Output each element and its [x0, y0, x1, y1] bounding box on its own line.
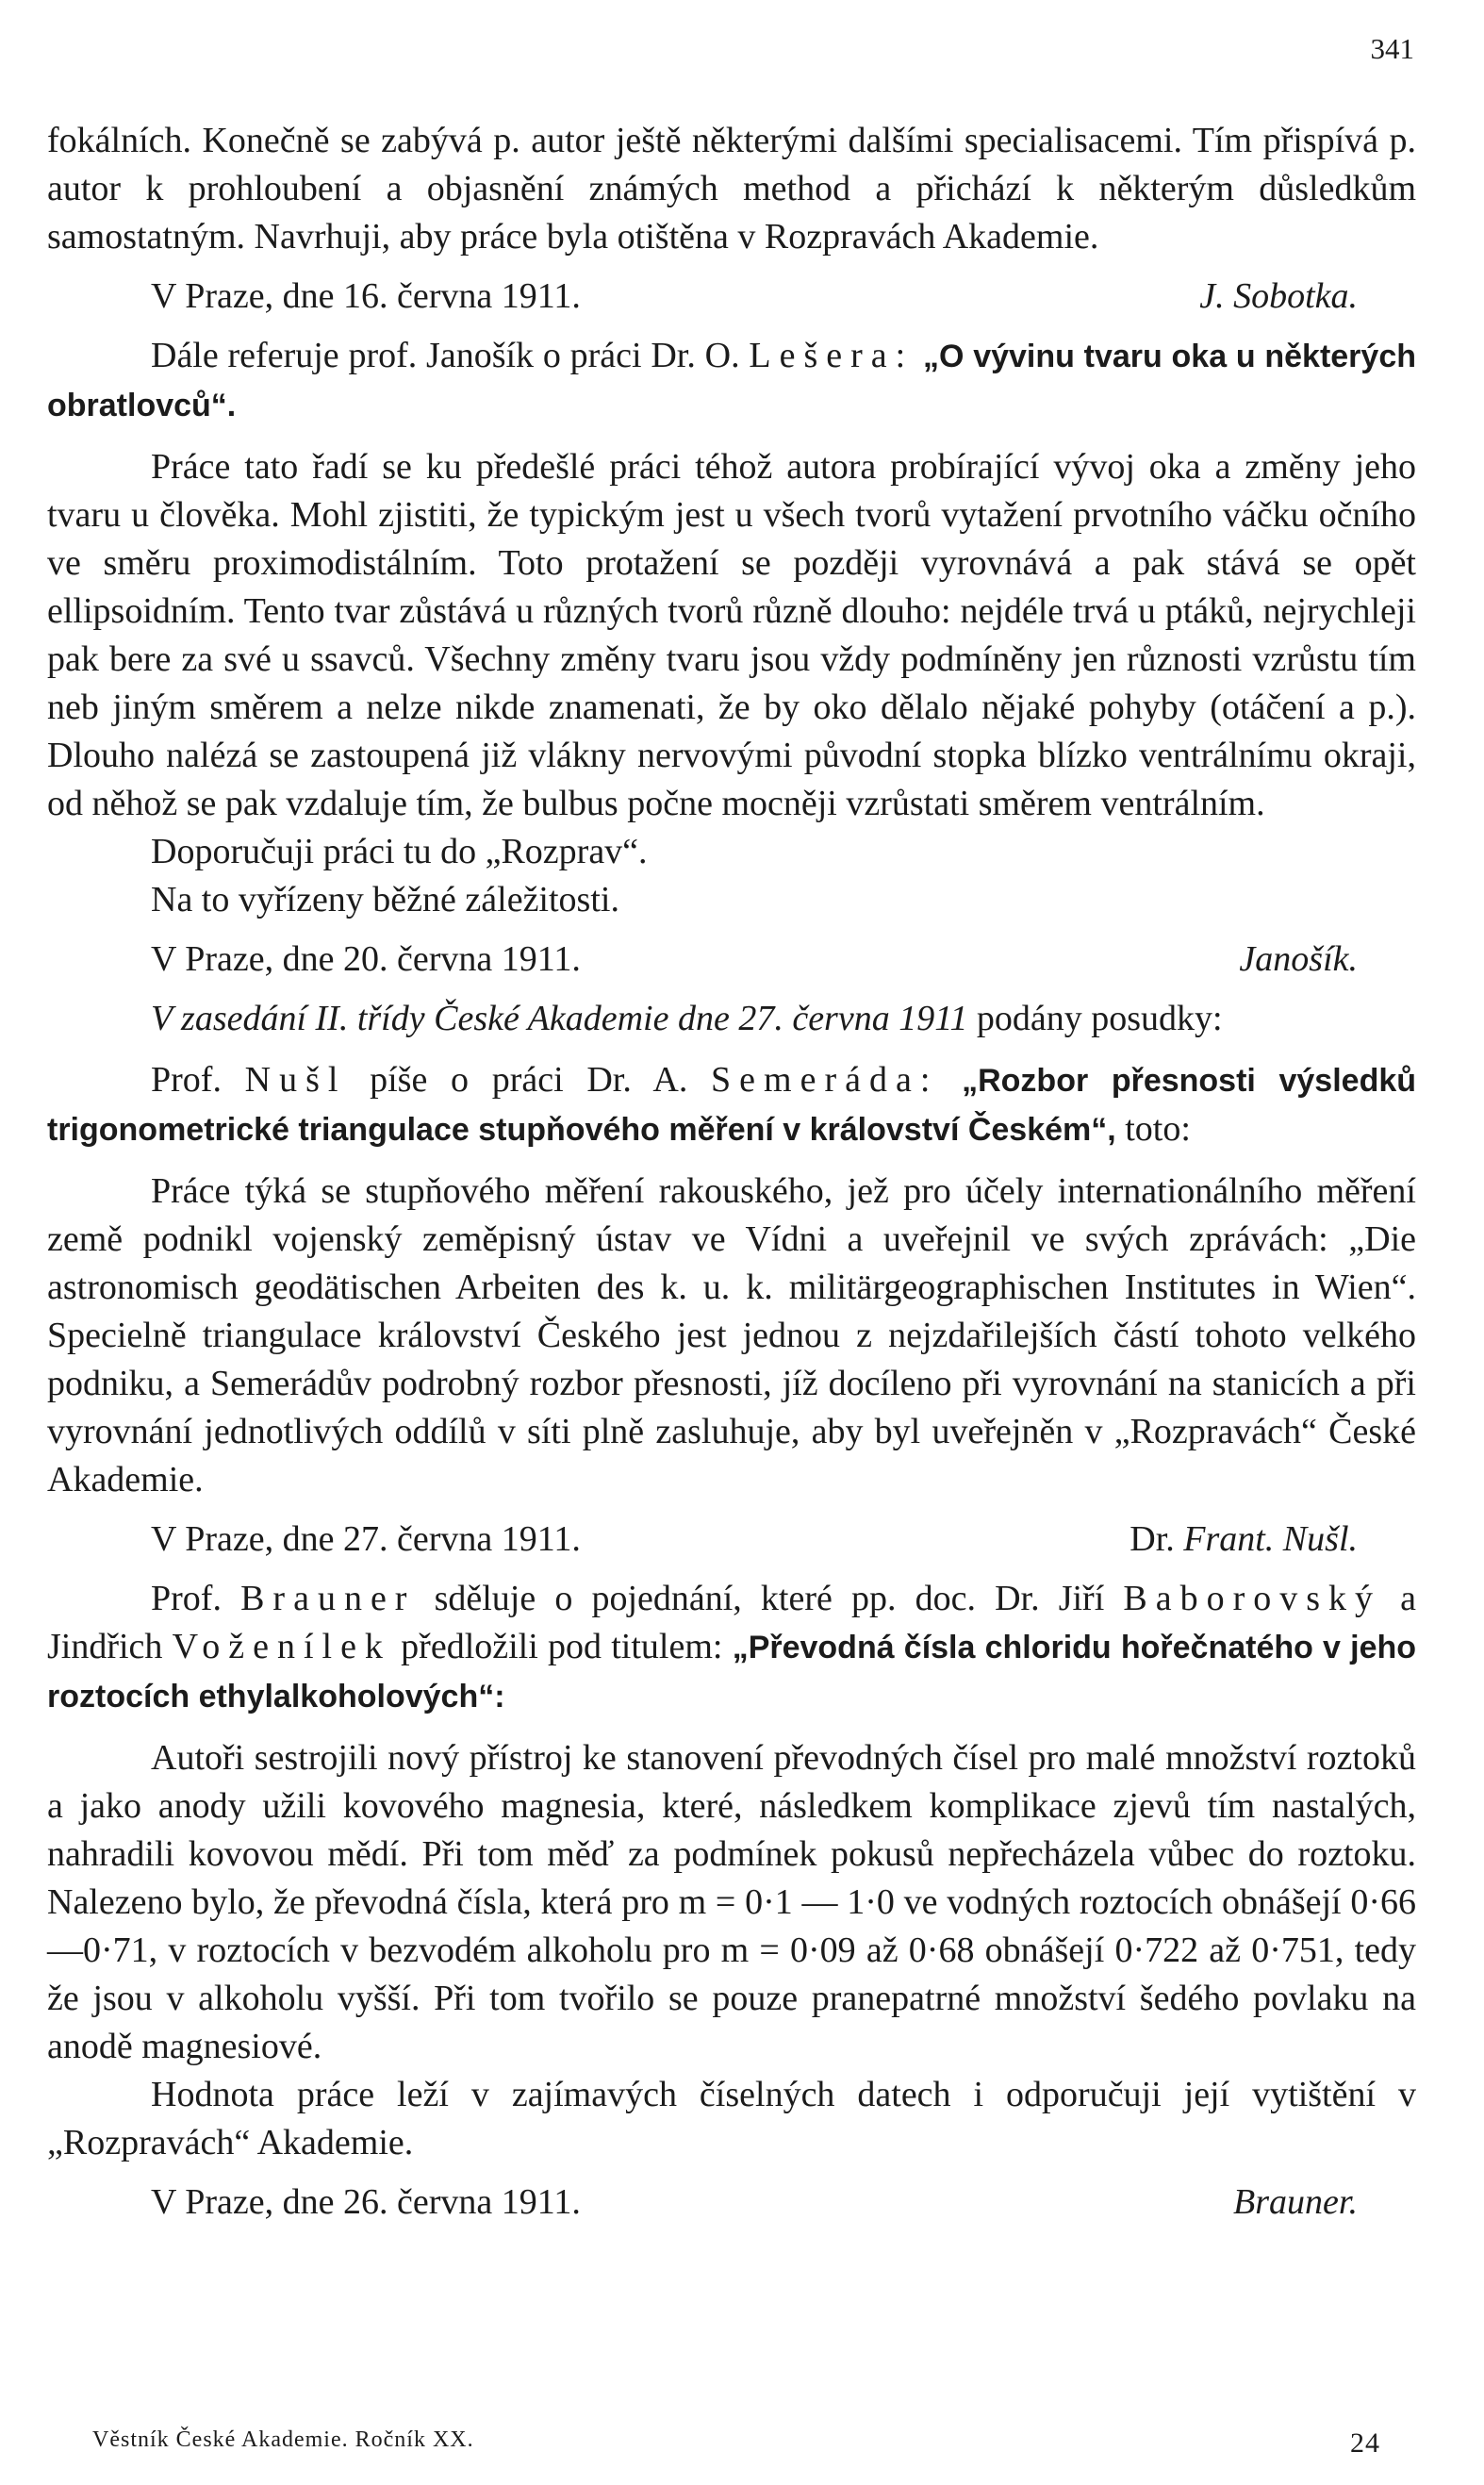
signature-line-nusl [47, 1516, 1416, 1564]
signer-name: Janošík. [1239, 939, 1358, 979]
reviewer-name: Nušl [244, 1060, 347, 1100]
report-heading-janosik: Dále referuje prof. Janošík o práci Dr. O. Lešera: „O vývinu tvaru oka u některých obratlovců“. [47, 336, 1417, 423]
page-number: 341 [1370, 32, 1414, 65]
sheet-number: 24 [1350, 2427, 1380, 2459]
page-body [47, 117, 1416, 2238]
signature-line-brauner [47, 2179, 1416, 2227]
author-name: Voženílek [172, 1627, 391, 1666]
paper-title: „Převodná čísla chloridu hořečnatého v jeho roztocích ethylalkoholových“: [47, 1630, 1417, 1715]
report-paragraph: Na to vyřízeny běžné záležitosti. [151, 880, 619, 919]
signer-name: Frant. Nušl. [1183, 1519, 1358, 1559]
date-line: V Praze, dne 16. června 1911. [151, 276, 581, 316]
signer-block: Dr. Frant. Nušl. [1129, 1519, 1358, 1559]
date-line: V Praze, dne 20. června 1911. [151, 939, 581, 979]
report-paragraph: Práce tato řadí se ku předešlé práci téhož autora probírající vývoj oka a změny jeho tvaru u člověka. Mohl zjistiti, že typickým jest u všech tvorů vytažení prvotního váčku očního ve směru proximodistálním. Toto protažení se později vyrovnává a pak stává se opět ellipsoidním. Tento tvar zůstává u různých tvorů různě dlouho: nejdéle trvá u ptáků, nejrychleji pak bere za své u ssavců. Všechny změny tvaru jsou vždy podmíněny jen různosti vzrůstu tím neb jiným směrem a nelze nikde znamenati, že by oko dělalo nějaké pohyby (otáčení a p.). Dlouho nalézá se zastoupená již vlákny nervovými původní stopka blízko ventrálnímu okraji, od něhož se pak vzdaluje tím, že bulbus počne mocněji vzrůstati směrem ventrálním. [47, 447, 1416, 823]
reviewer-name: Brauner [240, 1579, 416, 1618]
journal-name: Věstník České Akademie. Ročník XX. [92, 2427, 474, 2452]
author-name: Baborovský [1123, 1579, 1382, 1618]
date-line: V Praze, dne 26. června 1911. [151, 2182, 581, 2222]
author-name: Lešera: [749, 336, 915, 375]
session-heading: V zasedání II. třídy České Akademie dne 27. června 1911 podány posudky: [151, 999, 1223, 1038]
report-paragraph: Práce týká se stupňového měření rakouského, jež pro účely internationálního měření země podnikl vojenský zeměpisný ústav ve Vídni a uveřejnil ve svých zprávách: „Die astronomisch geodätischen Arbeiten des k. u. k. militärgeographischen Institutes in Wien“. Specielně triangulace království Českého jest jednou z nejzdařilejších částí tohoto velkého podniku, a Semerádův podrobný rozbor přesnosti, jíž docíleno při vyrovnání na stanicích a při vyrovnání jednotlivých oddílů v síti plně zasluhuje, aby byl uveřejněn v „Rozpravách“ České Akademie. [47, 1171, 1416, 1499]
signature-line-janosik [47, 936, 1416, 984]
author-name: Semeráda: [711, 1060, 939, 1100]
opening-paragraph: fokálních. Konečně se zabývá p. autor ještě některými dalšími specialisacemi. Tím přispívá p. autor k prohloubení a objasnění známých method a přichází k některým důsledkům samostatným. Navrhuji, aby práce byla otištěna v Rozpravách Akademie. [47, 121, 1416, 257]
date-line: V Praze, dne 27. června 1911. [151, 1519, 581, 1559]
page-footer [92, 2427, 1380, 2460]
report-heading-brauner: Prof. Brauner sděluje o pojednání, které pp. doc. Dr. Jiří Baborovský a Jindřich Voženílek předložili pod titulem: „Převodná čísla chloridu hořečnatého v jeho roztocích ethylalkoholových“: [47, 1579, 1417, 1715]
paper-title: „Rozbor přesnosti výsledků trigonometrické triangulace stupňového měření v království Českém“, [47, 1063, 1417, 1148]
signer-name: Brauner. [1233, 2182, 1358, 2222]
signature-line-sobotka [47, 273, 1416, 321]
paper-title: „O vývinu tvaru oka u některých obratlovců“. [47, 339, 1417, 423]
report-paragraph: Hodnota práce leží v zajímavých číselných datech i odporučuji její vytištění v „Rozpravách“ Akademie. [47, 2075, 1416, 2162]
signer-name: J. Sobotka. [1199, 276, 1358, 316]
report-heading-nusl: Prof. Nušl píše o práci Dr. A. Semeráda: „Rozbor přesnosti výsledků trigonometrické triangulace stupňového měření v království Českém“, toto: [47, 1060, 1417, 1149]
report-paragraph: Autoři sestrojili nový přístroj ke stanovení převodných čísel pro malé množství roztoků a jako anody užili kovového magnesia, které, následkem komplikace zjevů tím nastalých, nahradili kovovou mědí. Při tom měď za podmínek pokusů nepřecházela vůbec do roztoku. Nalezeno bylo, že převodná čísla, která pro m = 0·1 — 1·0 ve vodných roztocích obnášejí 0·66—0·71, v roztocích v bezvodém alkoholu pro m = 0·09 až 0·68 obnášejí 0·722 až 0·751, tedy že jsou v alkoholu vyšší. Při tom tvořilo se pouze pranepatrné množství šedého povlaku na anodě magnesiové. [47, 1738, 1416, 2066]
report-paragraph: Doporučuji práci tu do „Rozprav“. [151, 832, 648, 871]
